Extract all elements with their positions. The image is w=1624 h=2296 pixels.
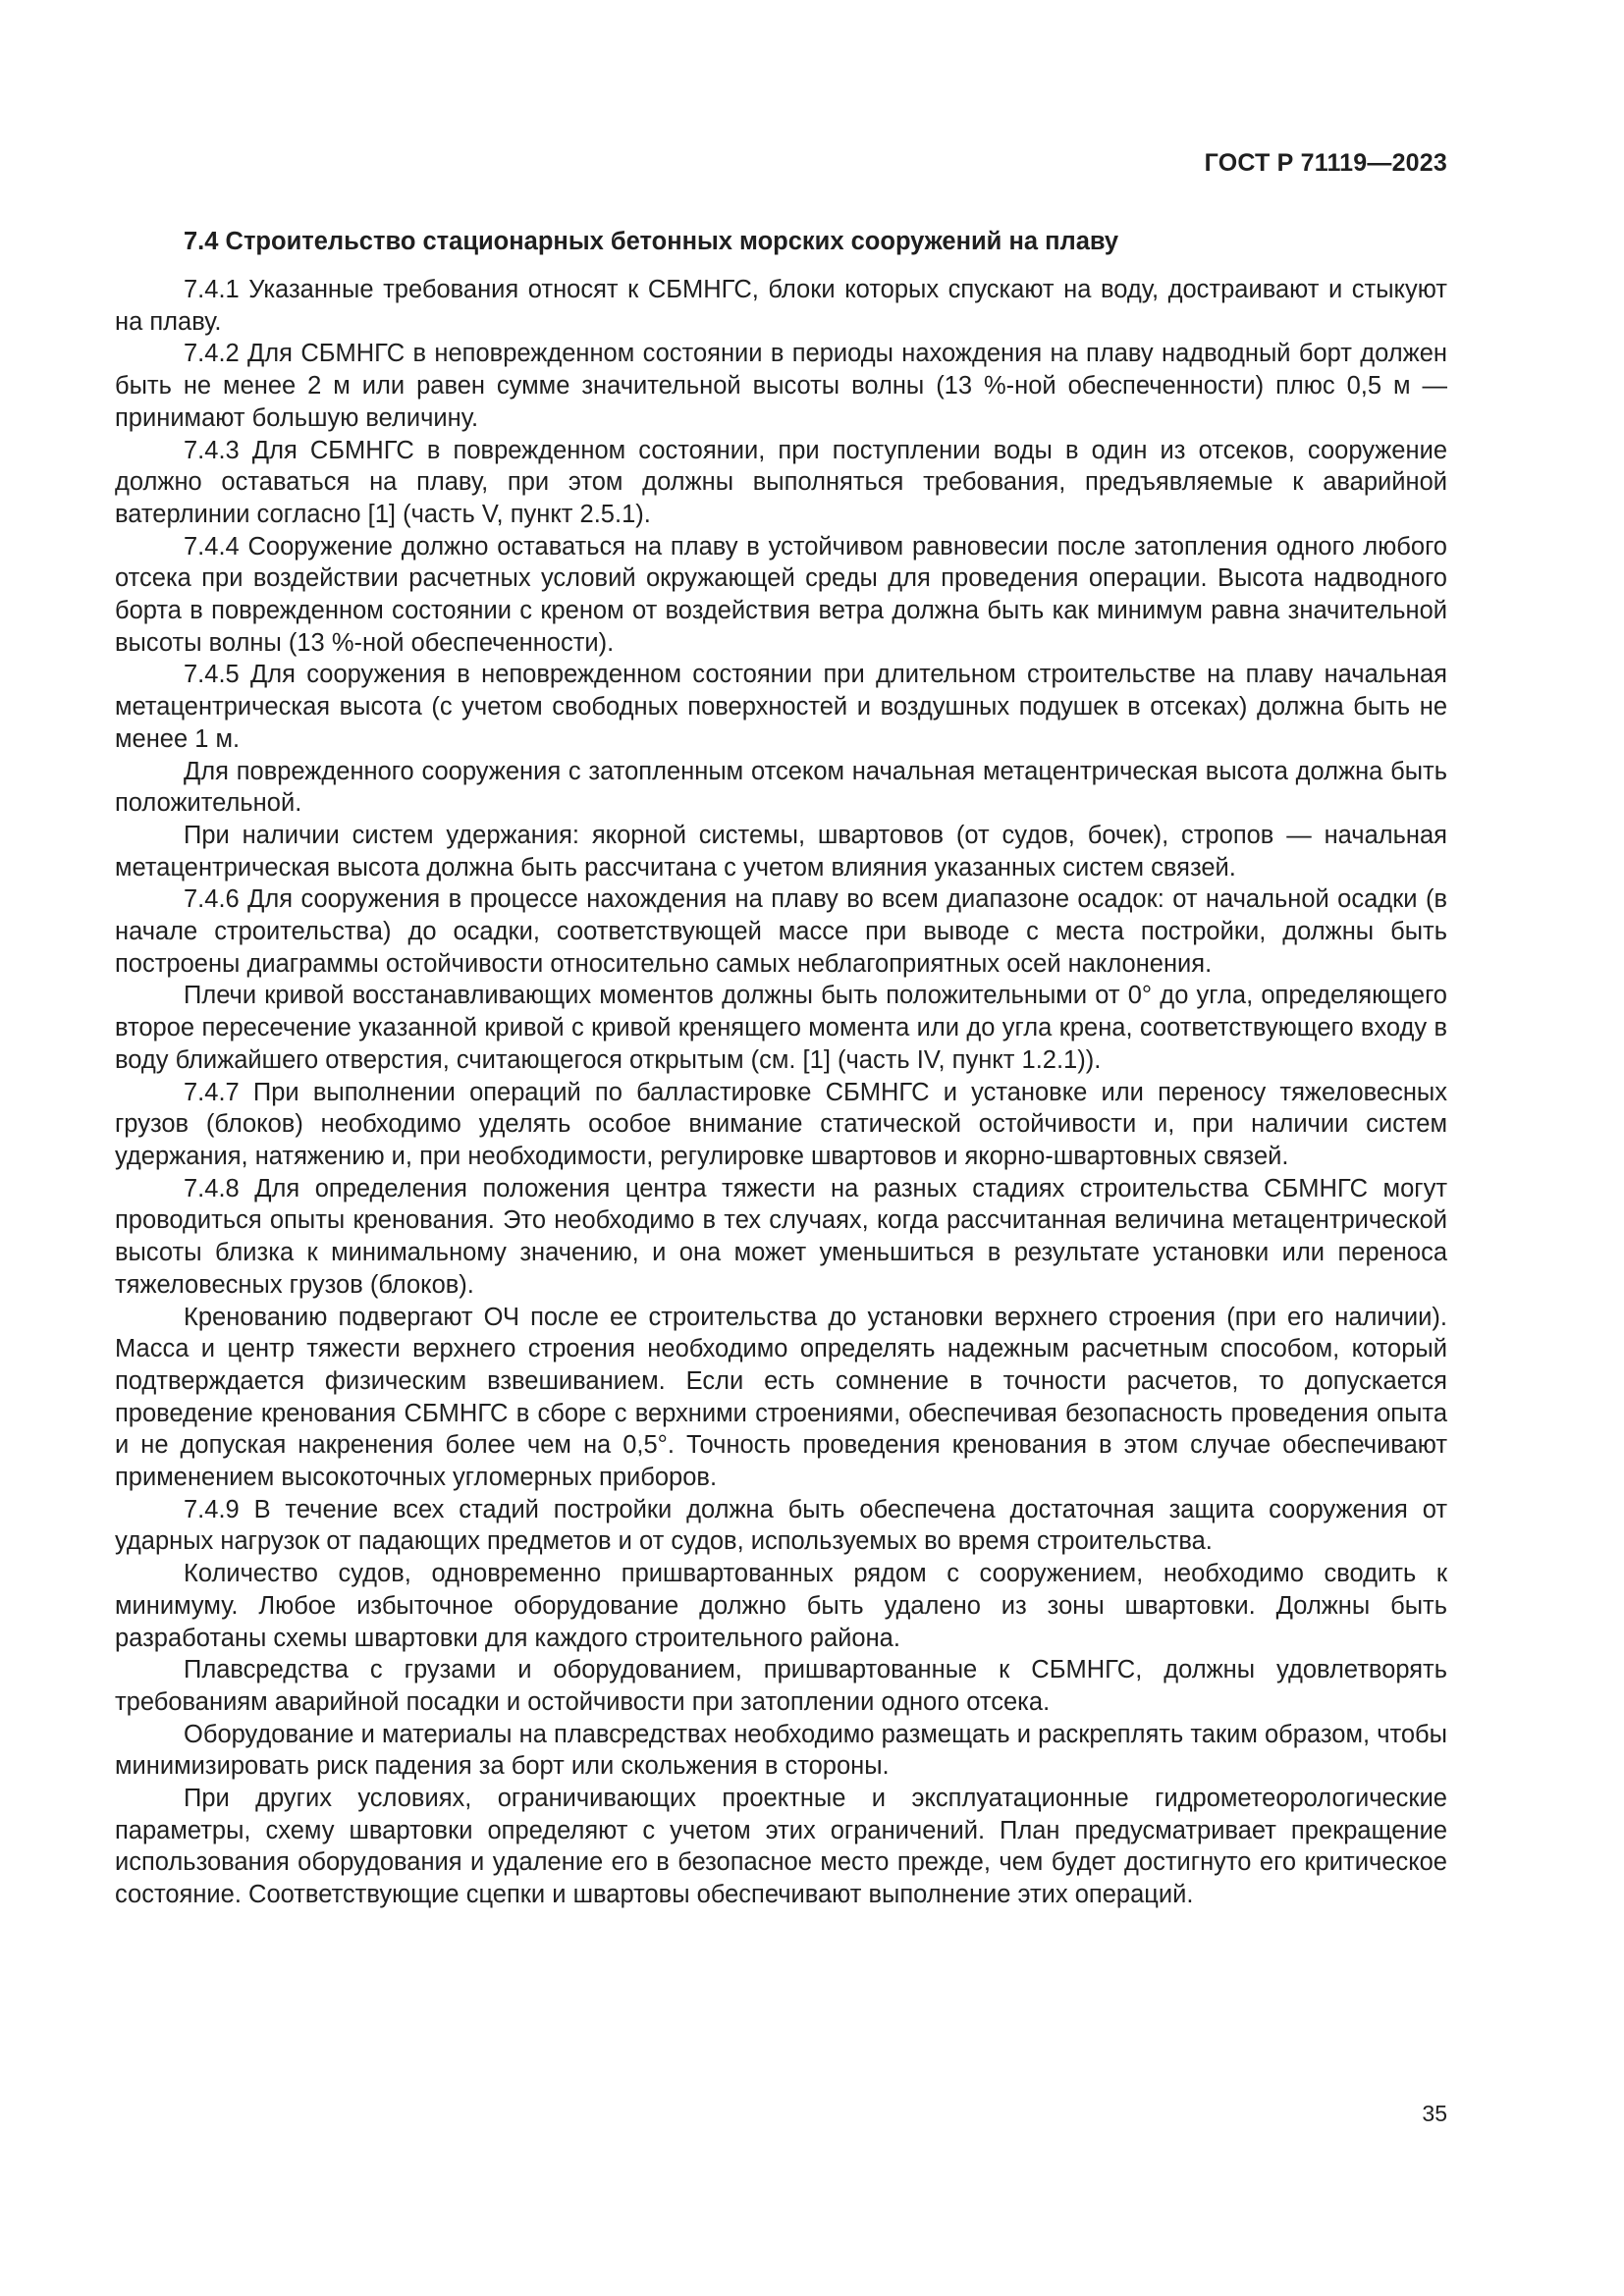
paragraph-7-4-9: 7.4.9 В течение всех стадий постройки должна быть обеспечена достаточная защита сооружения от ударных нагрузок от падающих предметов и от судов, используемых во время строительства. bbox=[115, 1495, 1447, 1556]
paragraph-floating-craft: Плавсредства с грузами и оборудованием, пришвартованные к СБМНГС, должны удовлетворять требованиям аварийной посадки и остойчивости при затоплении одного отсека. bbox=[115, 1656, 1447, 1716]
paragraph-moored-vessels: Количество судов, одновременно пришвартованных рядом с сооружением, необходимо сводить к минимуму. Любое избыточное оборудование должно быть удалено из зоны швартовки. Должны быть разработаны схемы швартовки для каждого строительного района. bbox=[115, 1560, 1447, 1652]
paragraph-other-conditions: При других условиях, ограничивающих проектные и эксплуатационные гидрометеорологические параметры, схему швартовки определяют с учетом этих ограничений. План предусматривает прекращение использования оборудования и удаление его в безопасное место прежде, чем будет достигнуто его критическое состояние. Соответствующие сцепки и швартовы обеспечивают выполнение этих операций. bbox=[115, 1785, 1447, 1909]
paragraph-7-4-3: 7.4.3 Для СБМНГС в поврежденном состоянии, при поступлении воды в один из отсеков, сооружение должно оставаться на плаву, при этом должны выполняться требования, предъявляемые к аварийной ватерлинии согласно [1] (часть V, пункт 2.5.1). bbox=[115, 436, 1447, 528]
paragraph-7-4-8: 7.4.8 Для определения положения центра тяжести на разных стадиях строительства СБМНГС могут проводиться опыты кренования. Это необходимо в тех случаях, когда рассчитанная величина метацентрической высоты близка к минимальному значению, и она может уменьшиться в результате установки или переноса тяжеловесных грузов (блоков). bbox=[115, 1174, 1447, 1299]
paragraph-7-4-2: 7.4.2 Для СБМНГС в неповрежденном состоянии в периоды нахождения на плаву надводный борт должен быть не менее 2 м или равен сумме значительной высоты волны (13 %-ной обеспеченности) плюс 0,5 м — принимают большую величину. bbox=[115, 340, 1447, 432]
paragraph-equipment-placement: Оборудование и материалы на плавсредствах необходимо размещать и раскреплять таким образом, чтобы минимизировать риск падения за борт или скольжения в стороны. bbox=[115, 1720, 1447, 1781]
paragraph-7-4-7: 7.4.7 При выполнении операций по балластировке СБМНГС и установке или переносу тяжеловесных грузов (блоков) необходимо уделять особое внимание статической остойчивости и, при наличии систем удержания, натяжению и, при необходимости, регулировке швартовов и якорно-швартовных связей. bbox=[115, 1078, 1447, 1170]
paragraph-7-4-1: 7.4.1 Указанные требования относят к СБМНГС, блоки которых спускают на воду, достраивают и стыкуют на плаву. bbox=[115, 276, 1447, 336]
section-heading: 7.4 Строительство стационарных бетонных морских сооружений на плаву bbox=[184, 228, 1119, 255]
paragraph-damaged-structure: Для поврежденного сооружения с затопленным отсеком начальная метацентрическая высота должна быть положительной. bbox=[115, 757, 1447, 818]
document-code: ГОСТ Р 71119—2023 bbox=[1204, 149, 1447, 177]
paragraph-mooring-systems: При наличии систем удержания: якорной системы, швартовов (от судов, бочек), стропов — начальная метацентрическая высота должна быть рассчитана с учетом влияния указанных систем связей. bbox=[115, 821, 1447, 881]
paragraph-7-4-5: 7.4.5 Для сооружения в неповрежденном состоянии при длительном строительстве на плаву начальная метацентрическая высота (с учетом свободных поверхностей и воздушных подушек в отсеках) должна быть не менее 1 м. bbox=[115, 661, 1447, 753]
paragraph-7-4-4: 7.4.4 Сооружение должно оставаться на плаву в устойчивом равновесии после затопления одного любого отсека при воздействии расчетных условий окружающей среды для проведения операции. Высота надводного борта в поврежденном состоянии с креном от воздействия ветра должна быть как минимум равна значительной высоты волны (13 %-ной обеспеченности). bbox=[115, 532, 1447, 657]
paragraph-7-4-6: 7.4.6 Для сооружения в процессе нахождения на плаву во всем диапазоне осадок: от начальной осадки (в начале строительства) до осадки, соответствующей массе при выводе с места постройки, должны быть построены диаграммы остойчивости относительно самых неблагоприятных осей наклонения. bbox=[115, 885, 1447, 978]
paragraph-righting-arms: Плечи кривой восстанавливающих моментов должны быть положительными от 0° до угла, определяющего второе пересечение указанной кривой с кривой кренящего момента или до угла крена, соответствующего входу в воду ближайшего отверстия, считающегося открытым (см. [1] (часть IV, пункт 1.2.1)). bbox=[115, 982, 1447, 1074]
document-body bbox=[115, 224, 1447, 1911]
paragraph-inclining-test: Кренованию подвергают ОЧ после ее строительства до установки верхнего строения (при его наличии). Масса и центр тяжести верхнего строения необходимо определять надежным расчетным способом, который подтверждается физическим взвешиванием. Если есть сомнение в точности расчетов, то допускается проведение кренования СБМНГС в сборе с верхними строениями, обеспечивая безопасность проведения опыта и не допуская накренения более чем на 0,5°. Точность проведения кренования в этом случае обеспечивают применением высокоточных угломерных приборов. bbox=[115, 1303, 1447, 1492]
page-number: 35 bbox=[1422, 2101, 1447, 2126]
